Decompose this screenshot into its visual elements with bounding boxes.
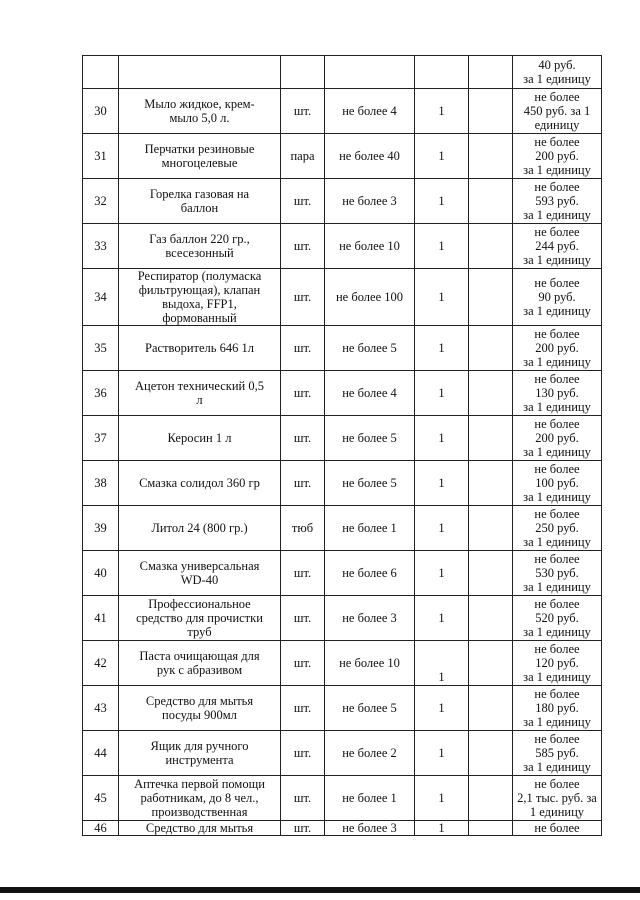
item-unit: шт.: [281, 179, 325, 224]
table-row: [83, 596, 602, 641]
item-name: [119, 56, 281, 89]
row-number: 30: [83, 89, 119, 134]
item-count: 1: [415, 731, 469, 776]
empty-cell: [469, 506, 513, 551]
item-price: не более 450 руб. за 1 единицу: [513, 89, 602, 134]
item-price: не более 2,1 тыс. руб. за 1 единицу: [513, 776, 602, 821]
item-price: не более 244 руб. за 1 единицу: [513, 224, 602, 269]
items-table: [82, 55, 602, 836]
item-count: 1: [415, 686, 469, 731]
row-number: 33: [83, 224, 119, 269]
row-number: 37: [83, 416, 119, 461]
item-price: не более 130 руб. за 1 единицу: [513, 371, 602, 416]
item-unit: шт.: [281, 371, 325, 416]
empty-cell: [469, 179, 513, 224]
item-unit: тюб: [281, 506, 325, 551]
item-count: 1: [415, 371, 469, 416]
empty-cell: [469, 641, 513, 686]
item-price: не более 530 руб. за 1 единицу: [513, 551, 602, 596]
item-price: не более 180 руб. за 1 единицу: [513, 686, 602, 731]
table-row: [83, 641, 602, 686]
item-price: не более 520 руб. за 1 единицу: [513, 596, 602, 641]
empty-cell: [469, 731, 513, 776]
item-unit: шт.: [281, 326, 325, 371]
item-quantity: не более 1: [325, 506, 415, 551]
row-number: [83, 56, 119, 89]
item-unit: шт.: [281, 416, 325, 461]
item-price: не более 200 руб. за 1 единицу: [513, 134, 602, 179]
item-name: Газ баллон 220 гр., всесезонный: [119, 224, 281, 269]
row-number: 43: [83, 686, 119, 731]
item-price: не более 120 руб. за 1 единицу: [513, 641, 602, 686]
item-name: Растворитель 646 1л: [119, 326, 281, 371]
item-quantity: не более 4: [325, 371, 415, 416]
item-unit: шт.: [281, 731, 325, 776]
item-price: не более 200 руб. за 1 единицу: [513, 416, 602, 461]
item-unit: шт.: [281, 821, 325, 836]
item-quantity: не более 40: [325, 134, 415, 179]
item-name: Респиратор (полумаска фильтрующая), клапан выдоха, FFP1, формованный: [119, 269, 281, 326]
item-count: 1: [415, 506, 469, 551]
item-name: Литол 24 (800 гр.): [119, 506, 281, 551]
item-unit: [281, 56, 325, 89]
table-row: [83, 731, 602, 776]
item-count: 1: [415, 326, 469, 371]
table-row: [83, 776, 602, 821]
item-unit: пара: [281, 134, 325, 179]
item-name: Мыло жидкое, крем- мыло 5,0 л.: [119, 89, 281, 134]
item-unit: шт.: [281, 596, 325, 641]
table-row: [83, 56, 602, 89]
table-row: [83, 269, 602, 326]
item-quantity: не более 6: [325, 551, 415, 596]
row-number: 44: [83, 731, 119, 776]
item-quantity: не более 4: [325, 89, 415, 134]
empty-cell: [469, 686, 513, 731]
item-unit: шт.: [281, 269, 325, 326]
row-number: 34: [83, 269, 119, 326]
table-row: [83, 551, 602, 596]
item-quantity: [325, 56, 415, 89]
item-count: 1: [415, 551, 469, 596]
empty-cell: [469, 89, 513, 134]
item-unit: шт.: [281, 551, 325, 596]
item-quantity: не более 5: [325, 326, 415, 371]
row-number: 40: [83, 551, 119, 596]
item-price: не более 250 руб. за 1 единицу: [513, 506, 602, 551]
item-quantity: не более 5: [325, 416, 415, 461]
table-row: [83, 506, 602, 551]
item-quantity: не более 3: [325, 596, 415, 641]
item-unit: шт.: [281, 224, 325, 269]
items-table-body: [83, 56, 602, 836]
table-row: [83, 134, 602, 179]
item-quantity: не более 10: [325, 641, 415, 686]
item-quantity: не более 3: [325, 179, 415, 224]
row-number: 39: [83, 506, 119, 551]
row-number: 46: [83, 821, 119, 836]
row-number: 36: [83, 371, 119, 416]
item-count: 1: [415, 416, 469, 461]
item-unit: шт.: [281, 776, 325, 821]
table-row: [83, 371, 602, 416]
empty-cell: [469, 371, 513, 416]
item-count: 1: [415, 269, 469, 326]
item-price: не более 200 руб. за 1 единицу: [513, 326, 602, 371]
item-count: 1: [415, 461, 469, 506]
item-name: Паста очищающая для рук с абразивом: [119, 641, 281, 686]
row-number: 32: [83, 179, 119, 224]
item-quantity: не более 2: [325, 731, 415, 776]
page-bottom-rule: [0, 887, 640, 893]
table-row: [83, 416, 602, 461]
item-count: 1: [415, 89, 469, 134]
item-name: Средство для мытья посуды 900мл: [119, 686, 281, 731]
row-number: 31: [83, 134, 119, 179]
item-quantity: не более 3: [325, 821, 415, 836]
table-row: [83, 686, 602, 731]
empty-cell: [469, 416, 513, 461]
empty-cell: [469, 776, 513, 821]
item-count: 1: [415, 134, 469, 179]
row-number: 35: [83, 326, 119, 371]
empty-cell: [469, 56, 513, 89]
item-name: Ящик для ручного инструмента: [119, 731, 281, 776]
row-number: 38: [83, 461, 119, 506]
item-price: не более 90 руб. за 1 единицу: [513, 269, 602, 326]
table-row: [83, 461, 602, 506]
item-count: 1: [415, 179, 469, 224]
table-row: [83, 224, 602, 269]
row-number: 45: [83, 776, 119, 821]
empty-cell: [469, 224, 513, 269]
empty-cell: [469, 269, 513, 326]
item-unit: шт.: [281, 89, 325, 134]
row-number: 41: [83, 596, 119, 641]
item-name: Профессиональное средство для прочистки труб: [119, 596, 281, 641]
item-quantity: не более 5: [325, 686, 415, 731]
item-name: Смазка универсальная WD-40: [119, 551, 281, 596]
item-quantity: не более 100: [325, 269, 415, 326]
item-price: 40 руб. за 1 единицу: [513, 56, 602, 89]
empty-cell: [469, 596, 513, 641]
item-name: Средство для мытья: [119, 821, 281, 836]
item-name: Перчатки резиновые многоцелевые: [119, 134, 281, 179]
item-count: 1: [415, 776, 469, 821]
item-price: не более 593 руб. за 1 единицу: [513, 179, 602, 224]
item-quantity: не более 5: [325, 461, 415, 506]
item-unit: шт.: [281, 686, 325, 731]
table-row: [83, 821, 602, 836]
item-price: не более 585 руб. за 1 единицу: [513, 731, 602, 776]
item-price: не более: [513, 821, 602, 836]
item-count: 1: [415, 596, 469, 641]
item-unit: шт.: [281, 461, 325, 506]
item-name: Ацетон технический 0,5 л: [119, 371, 281, 416]
item-count: 1: [415, 821, 469, 836]
empty-cell: [469, 326, 513, 371]
item-count: 1: [415, 641, 469, 686]
item-price: не более 100 руб. за 1 единицу: [513, 461, 602, 506]
empty-cell: [469, 134, 513, 179]
item-name: Керосин 1 л: [119, 416, 281, 461]
row-number: 42: [83, 641, 119, 686]
item-quantity: не более 10: [325, 224, 415, 269]
table-row: [83, 179, 602, 224]
item-name: Аптечка первой помощи работникам, до 8 чел., производственная: [119, 776, 281, 821]
item-unit: шт.: [281, 641, 325, 686]
item-name: Горелка газовая на баллон: [119, 179, 281, 224]
empty-cell: [469, 821, 513, 836]
item-name: Смазка солидол 360 гр: [119, 461, 281, 506]
table-row: [83, 326, 602, 371]
item-quantity: не более 1: [325, 776, 415, 821]
item-count: [415, 56, 469, 89]
item-count: 1: [415, 224, 469, 269]
table-row: [83, 89, 602, 134]
empty-cell: [469, 551, 513, 596]
empty-cell: [469, 461, 513, 506]
